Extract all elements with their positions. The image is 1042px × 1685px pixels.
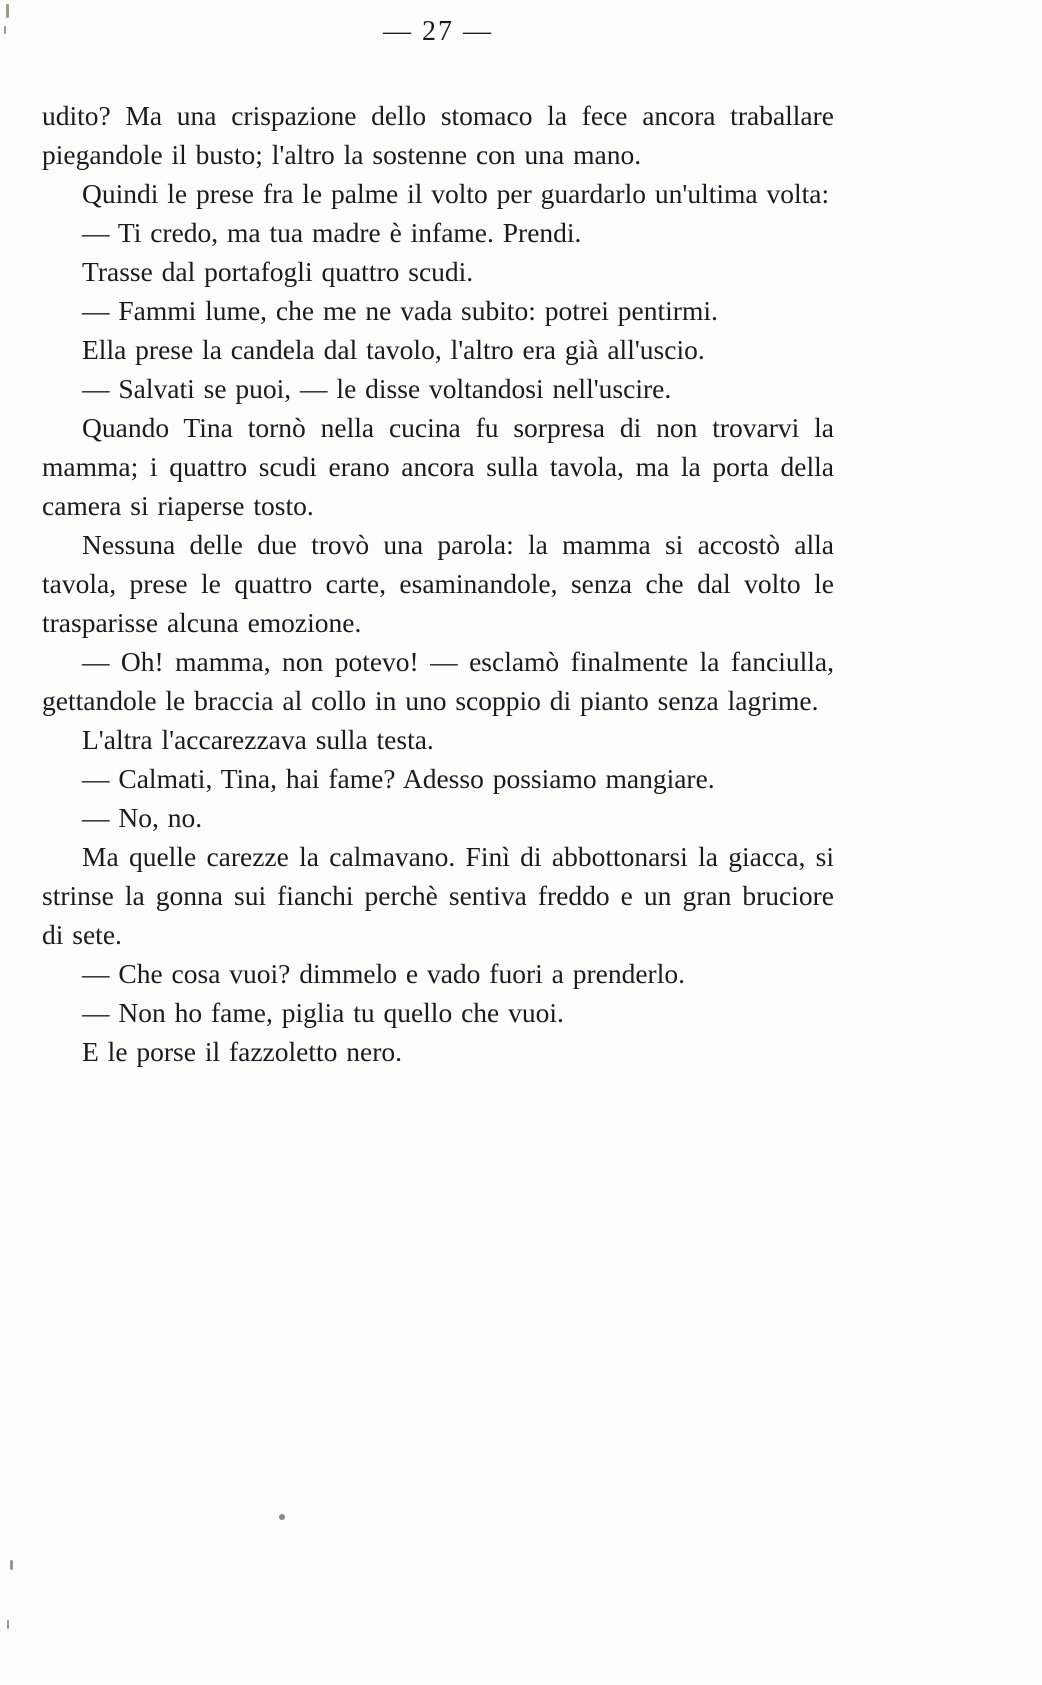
page-content <box>42 0 834 1071</box>
page-body <box>42 96 834 1071</box>
paragraph: Quando Tina tornò nella cucina fu sorpresa di non trovarvi la mamma; i quattro scudi erano ancora sulla tavola, ma la porta della camera si riaperse tosto. <box>42 412 834 521</box>
paragraph: — Oh! mamma, non potevo! — esclamò finalmente la fanciulla, gettandole le braccia al collo in uno scoppio di pianto senza lagrime. <box>42 646 834 716</box>
paragraph: — Ti credo, ma tua madre è infame. Prendi. <box>82 217 582 248</box>
paragraph: — Fammi lume, che me ne vada subito: potrei pentirmi. <box>82 295 718 326</box>
page-number: — 27 — <box>383 16 493 47</box>
paragraph: Ella prese la candela dal tavolo, l'altro era già all'uscio. <box>82 334 705 365</box>
paragraph: E le porse il fazzoletto nero. <box>82 1036 403 1067</box>
ink-speck <box>279 1514 285 1520</box>
paragraph: Quindi le prese fra le palme il volto per guardarlo un'ultima volta: <box>82 178 830 209</box>
scan-artifact <box>10 1560 13 1570</box>
paragraph: Nessuna delle due trovò una parola: la mamma si accostò alla tavola, prese le quattro carte, esaminandole, senza che dal volto le trasparisse alcuna emozione. <box>42 529 834 638</box>
scan-artifact <box>6 4 9 18</box>
paragraph: udito? Ma una crispazione dello stomaco la fece ancora traballare piegandole il busto; l'altro la sostenne con una mano. <box>42 100 834 170</box>
paragraph: L'altra l'accarezzava sulla testa. <box>82 724 434 755</box>
paragraph: — Calmati, Tina, hai fame? Adesso possiamo mangiare. <box>82 763 715 794</box>
scan-artifact <box>4 26 6 34</box>
paragraph: — No, no. <box>82 802 203 833</box>
paragraph: Trasse dal portafogli quattro scudi. <box>82 256 474 287</box>
paragraph: Ma quelle carezze la calmavano. Finì di abbottonarsi la giacca, si strinse la gonna sui fianchi perchè sentiva freddo e un gran bruciore di sete. <box>42 841 834 950</box>
paragraph: — Che cosa vuoi? dimmelo e vado fuori a prenderlo. <box>82 958 685 989</box>
scan-artifact <box>7 1620 9 1629</box>
paragraph: — Non ho fame, piglia tu quello che vuoi. <box>82 997 564 1028</box>
paragraph: — Salvati se puoi, — le disse voltandosi nell'uscire. <box>82 373 672 404</box>
